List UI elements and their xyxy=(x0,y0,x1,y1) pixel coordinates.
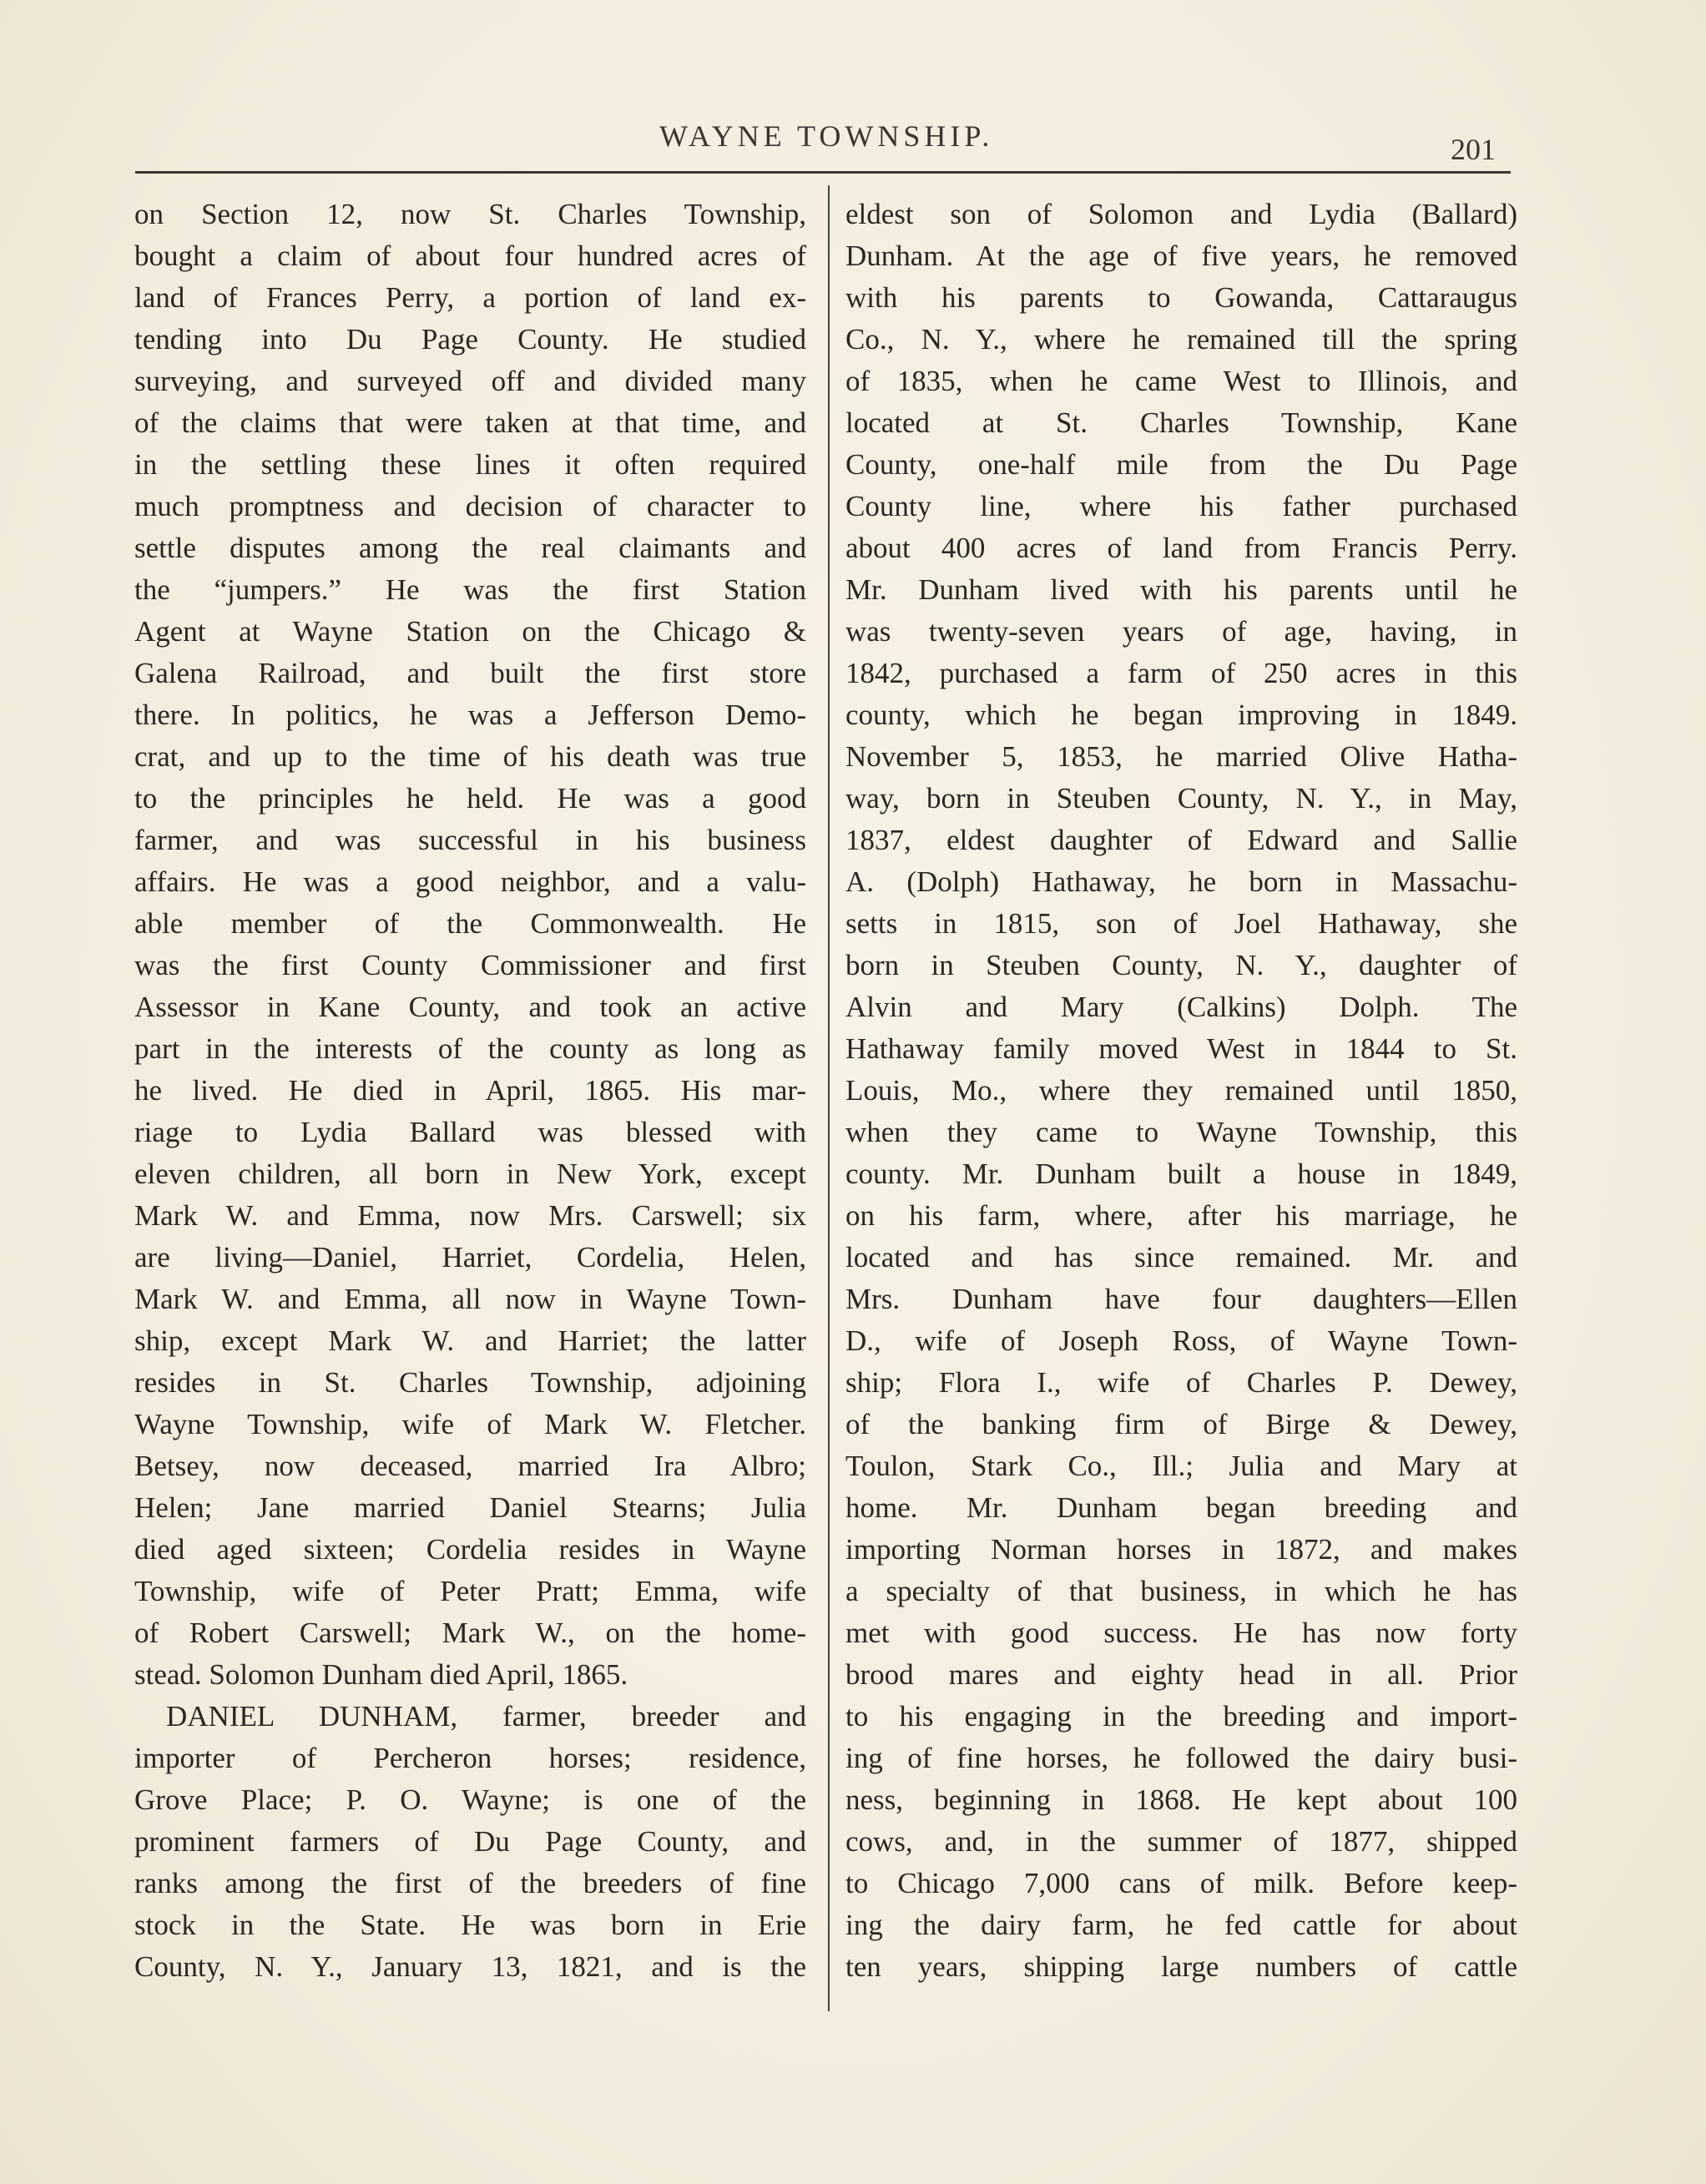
text-line: Grove Place; P. O. Wayne; is one of the xyxy=(134,1783,806,1816)
text-line: with his parents to Gowanda, Cattaraugus xyxy=(845,281,1517,314)
text-line: Alvin and Mary (Calkins) Dolph. The xyxy=(845,991,1517,1023)
text-line: when they came to Wayne Township, this xyxy=(845,1116,1517,1148)
text-line: ship, except Mark W. and Harriet; the latter xyxy=(134,1324,806,1357)
text-line: Assessor in Kane County, and took an active xyxy=(134,991,806,1023)
text-line: located at St. Charles Township, Kane xyxy=(845,406,1517,439)
header-rule xyxy=(135,171,1511,174)
text-line: of Robert Carswell; Mark W., on the home- xyxy=(134,1617,806,1649)
text-line: on his farm, where, after his marriage, he xyxy=(845,1199,1517,1232)
text-line: to the principles he held. He was a good xyxy=(134,782,806,815)
running-head: WAYNE TOWNSHIP. xyxy=(659,119,994,153)
text-line: Agent at Wayne Station on the Chicago & xyxy=(134,615,806,648)
text-line: died aged sixteen; Cordelia resides in Wayne xyxy=(134,1533,806,1566)
text-line: County, one-half mile from the Du Page xyxy=(845,448,1517,481)
text-line: Co., N. Y., where he remained till the spring xyxy=(845,323,1517,356)
column-divider xyxy=(828,185,830,2011)
text-line: D., wife of Joseph Ross, of Wayne Town- xyxy=(845,1324,1517,1357)
text-line: Betsey, now deceased, married Ira Albro; xyxy=(134,1450,806,1482)
text-line: met with good success. He has now forty xyxy=(845,1617,1517,1649)
text-line: stead. Solomon Dunham died April, 1865. xyxy=(134,1658,628,1691)
text-line: he lived. He died in April, 1865. His mar- xyxy=(134,1074,806,1107)
text-line: tending into Du Page County. He studied xyxy=(134,323,806,356)
text-line: located and has since remained. Mr. and xyxy=(845,1241,1517,1274)
text-line: much promptness and decision of character to xyxy=(134,490,806,522)
text-line: County, N. Y., January 13, 1821, and is the xyxy=(134,1950,806,1983)
text-line: of 1835, when he came West to Illinois, and xyxy=(845,365,1517,397)
text-line: bought a claim of about four hundred acres of xyxy=(134,240,806,272)
text-line: born in Steuben County, N. Y., daughter of xyxy=(845,949,1517,981)
text-line: riage to Lydia Ballard was blessed with xyxy=(134,1116,806,1148)
text-line: Galena Railroad, and built the first store xyxy=(134,657,806,689)
text-line: setts in 1815, son of Joel Hathaway, she xyxy=(845,907,1517,940)
text-line: Hathaway family moved West in 1844 to St. xyxy=(845,1032,1517,1065)
text-line: A. (Dolph) Hathaway, he born in Massachu- xyxy=(845,865,1517,898)
text-line: county. Mr. Dunham built a house in 1849, xyxy=(845,1158,1517,1190)
text-line: Louis, Mo., where they remained until 1850, xyxy=(845,1074,1517,1107)
text-line: importer of Percheron horses; residence, xyxy=(134,1742,806,1774)
text-line: ship; Flora I., wife of Charles P. Dewey, xyxy=(845,1366,1517,1399)
text-line: in the settling these lines it often required xyxy=(134,448,806,481)
text-line: Mark W. and Emma, now Mrs. Carswell; six xyxy=(134,1199,806,1232)
text-line: settle disputes among the real claimants and xyxy=(134,532,806,564)
text-line: 1842, purchased a farm of 250 acres in this xyxy=(845,657,1517,689)
text-line: are living—Daniel, Harriet, Cordelia, Helen, xyxy=(134,1241,806,1274)
text-line: part in the interests of the county as long as xyxy=(134,1032,806,1065)
text-line: County line, where his father purchased xyxy=(845,490,1517,522)
text-line: way, born in Steuben County, N. Y., in May, xyxy=(845,782,1517,815)
text-line: county, which he began improving in 1849. xyxy=(845,699,1517,731)
text-line: to Chicago 7,000 cans of milk. Before keep- xyxy=(845,1867,1517,1899)
text-line: prominent farmers of Du Page County, and xyxy=(134,1825,806,1858)
text-line: surveying, and surveyed off and divided many xyxy=(134,365,806,397)
text-line: eldest son of Solomon and Lydia (Ballard) xyxy=(845,198,1517,230)
text-line: ten years, shipping large numbers of cattle xyxy=(845,1950,1517,1983)
text-line: on Section 12, now St. Charles Township, xyxy=(134,198,806,230)
text-line: a specialty of that business, in which he has xyxy=(845,1575,1517,1607)
text-line: resides in St. Charles Township, adjoining xyxy=(134,1366,806,1399)
text-line: brood mares and eighty head in all. Prior xyxy=(845,1658,1517,1691)
text-line: farmer, and was successful in his business xyxy=(134,824,806,856)
text-line: crat, and up to the time of his death was true xyxy=(134,740,806,773)
text-line: eleven children, all born in New York, except xyxy=(134,1158,806,1190)
text-line: affairs. He was a good neighbor, and a valu- xyxy=(134,865,806,898)
left-column xyxy=(134,194,806,1988)
text-line: there. In politics, he was a Jefferson Demo- xyxy=(134,699,806,731)
text-line: ing the dairy farm, he fed cattle for about xyxy=(845,1909,1517,1941)
text-line: was twenty-seven years of age, having, in xyxy=(845,615,1517,648)
text-line: of the claims that were taken at that time, and xyxy=(134,406,806,439)
text-line: ness, beginning in 1868. He kept about 100 xyxy=(845,1783,1517,1816)
text-line: DANIEL DUNHAM, farmer, breeder and xyxy=(166,1700,806,1733)
text-line: about 400 acres of land from Francis Perry. xyxy=(845,532,1517,564)
text-line: importing Norman horses in 1872, and makes xyxy=(845,1533,1517,1566)
text-line: Mrs. Dunham have four daughters—Ellen xyxy=(845,1283,1517,1315)
text-line: was the first County Commissioner and first xyxy=(134,949,806,981)
text-line: Dunham. At the age of five years, he removed xyxy=(845,240,1517,272)
text-line: 1837, eldest daughter of Edward and Sallie xyxy=(845,824,1517,856)
text-line: to his engaging in the breeding and import- xyxy=(845,1700,1517,1733)
text-line: Mark W. and Emma, all now in Wayne Town- xyxy=(134,1283,806,1315)
text-line: land of Frances Perry, a portion of land ex- xyxy=(134,281,806,314)
text-line: cows, and, in the summer of 1877, shipped xyxy=(845,1825,1517,1858)
right-column xyxy=(845,194,1517,1988)
text-line: ing of fine horses, he followed the dairy busi- xyxy=(845,1742,1517,1774)
text-line: able member of the Commonwealth. He xyxy=(134,907,806,940)
text-line: the “jumpers.” He was the first Station xyxy=(134,573,806,606)
page-number: 201 xyxy=(1451,133,1496,166)
text-line: home. Mr. Dunham began breeding and xyxy=(845,1491,1517,1524)
text-line: Wayne Township, wife of Mark W. Fletcher. xyxy=(134,1408,806,1440)
text-line: Mr. Dunham lived with his parents until he xyxy=(845,573,1517,606)
text-line: stock in the State. He was born in Erie xyxy=(134,1909,806,1941)
text-line: November 5, 1853, he married Olive Hatha- xyxy=(845,740,1517,773)
text-line: Helen; Jane married Daniel Stearns; Julia xyxy=(134,1491,806,1524)
text-line: ranks among the first of the breeders of fine xyxy=(134,1867,806,1899)
text-line: Toulon, Stark Co., Ill.; Julia and Mary at xyxy=(845,1450,1517,1482)
text-line: of the banking firm of Birge & Dewey, xyxy=(845,1408,1517,1440)
text-line: Township, wife of Peter Pratt; Emma, wife xyxy=(134,1575,806,1607)
